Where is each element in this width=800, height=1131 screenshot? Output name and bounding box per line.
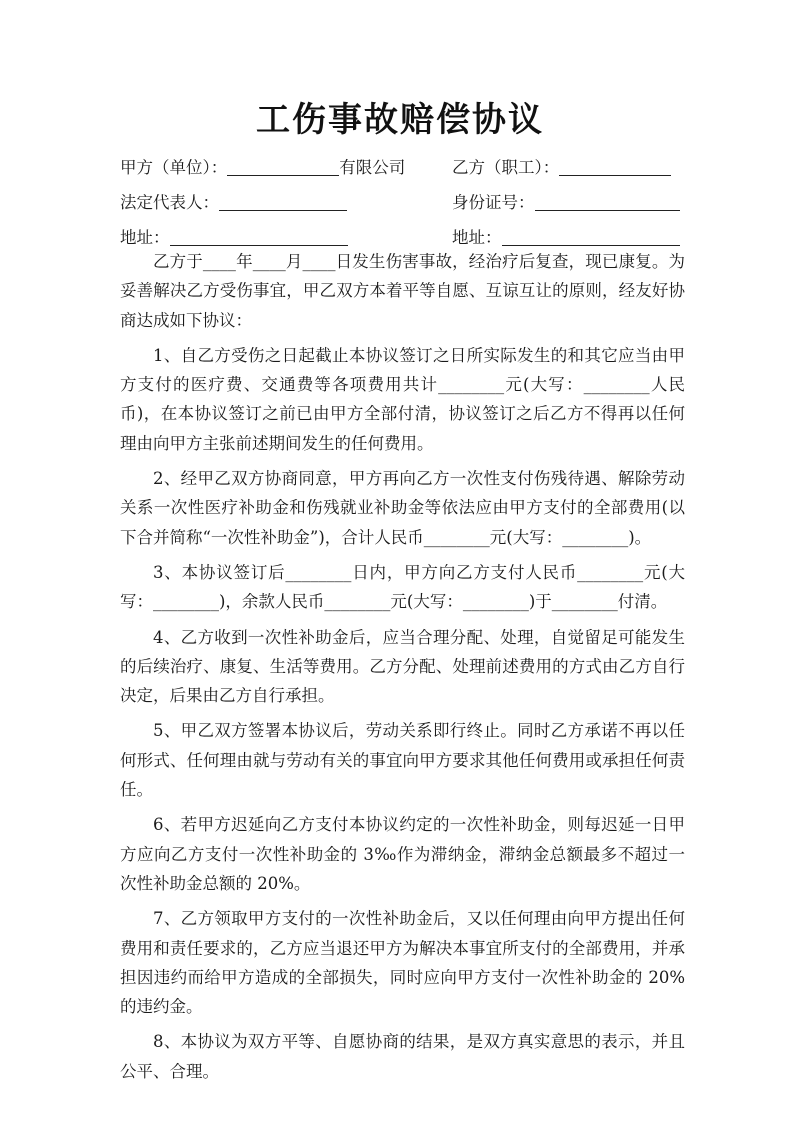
- party-b-field: [452, 150, 671, 185]
- party-b-label: 乙方（职工）：: [452, 158, 560, 177]
- clause-7: 7、乙方领取甲方支付的一次性补助金后，又以任何理由向甲方提出任何费用和责任要求的，乙方应当退还甲方为解决本事宜所支付的全部费用，并承担因违约而给甲方造成的全部损失，同时应向甲方支付一次性补助金的 20%的违约金。: [120, 909, 685, 1017]
- party-b-blank: [559, 155, 671, 176]
- id-number-label: 身份证号：: [452, 193, 535, 212]
- clause-2: 2、经甲乙双方协商同意，甲方再向乙方一次性支付伤残待遇、解除劳动关系一次性医疗补助金和伤残就业补助金等依法应由甲方支付的全部费用(以下合并简称“一次性补助金”)，合计人民币________元(大写：________)。: [120, 469, 685, 547]
- address-a-blank: [170, 225, 348, 246]
- clause-6: 6、若甲方迟延向乙方支付本协议约定的一次性补助金，则每迟延一日甲方应向乙方支付一次性补助金的 3‰作为滞纳金，滞纳金总额最多不超过一次性补助金总额的 20%。: [120, 815, 685, 893]
- legal-rep-label: 法定代表人：: [120, 193, 219, 212]
- legal-rep-field: [120, 185, 347, 220]
- clause-5: 5、甲乙双方签署本协议后，劳动关系即行终止。同时乙方承诺不再以任何形式、任何理由就与劳动有关的事宜向甲方要求其他任何费用或承担任何责任。: [120, 721, 685, 800]
- party-row: [120, 150, 690, 185]
- address-a-label: 地址：: [120, 228, 170, 247]
- id-number-field: [452, 185, 680, 220]
- party-a-suffix: 有限公司: [339, 158, 406, 177]
- clause-1: 1、自乙方受伤之日起截止本协议签订之日所实际发生的和其它应当由甲方支付的医疗费、交通费等各项费用共计________元(大写：________人民币)，在本协议签订之前已由甲方全部付清，协议签订之后乙方不得再以任何理由向甲方主张前述期间发生的任何费用。: [120, 345, 685, 453]
- party-a-field: [120, 150, 405, 185]
- clause-8: 8、本协议为双方平等、自愿协商的结果，是双方真实意思的表示，并且公平、合理。: [120, 1032, 685, 1081]
- legal-rep-blank: [219, 190, 347, 211]
- address-b-label: 地址：: [452, 228, 502, 247]
- clause-3: 3、本协议签订后________日内，甲方向乙方支付人民币________元(大写：________)，余款人民币________元(大写：________)于________付清。: [120, 562, 685, 612]
- agreement-body: [120, 247, 685, 1092]
- party-info-block: [120, 150, 690, 255]
- id-number-blank: [535, 190, 680, 211]
- rep-row: [120, 185, 690, 220]
- clause-4: 4、乙方收到一次性补助金后，应当合理分配、处理，自觉留足可能发生的后续治疗、康复、生活等费用。乙方分配、处理前述费用的方式由乙方自行决定，后果由乙方自行承担。: [120, 627, 685, 706]
- party-a-label: 甲方（单位）：: [120, 158, 228, 177]
- party-a-blank: [227, 155, 339, 176]
- document-title: 工伤事故赔偿协议: [256, 100, 544, 140]
- address-b-blank: [502, 225, 680, 246]
- intro-paragraph: 乙方于____年____月____日发生伤害事故，经治疗后复查，现已康复。为妥善解决乙方受伤事宜，甲乙双方本着平等自愿、互谅互让的原则，经友好协商达成如下协议：: [120, 252, 685, 330]
